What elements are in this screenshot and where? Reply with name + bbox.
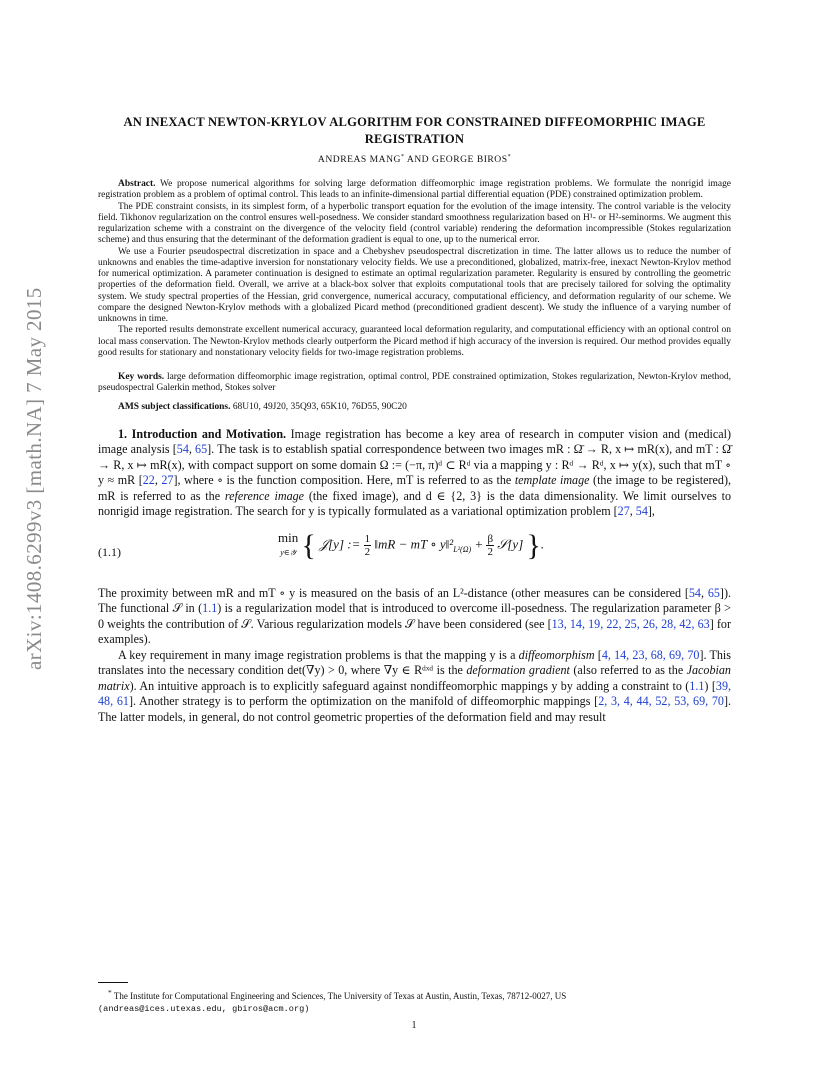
equation-min (278, 530, 298, 561)
intro-text-3d: ). An intuitive approach is to explicitly safeguard against nondiffeomorphic mappings y by adding a constraint to ( (129, 678, 690, 693)
abstract-paragraph-4: The reported results demonstrate excellent numerical accuracy, guaranteed local deformation regularity, and computational efficiency with an optional control on local mass conservation. The Newton-Krylov methods clearly outperform the Picard method if high accuracy of the inversion is required. Our method provides equally good results for stationary and nonstationary velocity fields for two-image registration problems. (98, 325, 731, 358)
page-number: 1 (411, 1020, 417, 1031)
term-jacobian: Jacobian matrix (98, 663, 731, 693)
footnote-text: The Institute for Computational Engineering and Sciences, The University of Texas at Austin, Austin, Texas, 78712-0027, US (111, 991, 567, 1001)
section-introduction (98, 427, 731, 726)
intro-paragraph-1: 1. Introduction and Motivation. Image registration has become a key area of research in computer vision and (medical) image analysis [54, 65]. The task is to establish spatial correspondence between two images mR : Ω̄ → R, x ↦ mR(x), and mT : Ω̄ → R, x ↦ mR(x), with compact support on some domain Ω := (−π, π)ᵈ ⊂ Rᵈ via a mapping y : Rᵈ → Rᵈ, x ↦ y(x), such that mT ∘ y ≈ mR [22, 27], where ∘ is the function composition. Here, mT is referred to as the template image (the image to be registered), mR is referred to as the reference image (the fixed image), and d ∈ {2, 3} is the data dimensionality. We limit ourselves to nonrigid image registration. The search for y is typically formulated as a variational optimization problem [27, 54], (98, 426, 731, 519)
equation-lhs: 𝒥[y] := (319, 536, 364, 552)
paper-page (98, 114, 731, 725)
fraction-one-half (364, 533, 372, 558)
author-list (98, 154, 731, 165)
citation-link[interactable]: 27 (161, 473, 174, 488)
intro-text-2c: ) is a regularization model that is introduced to overcome ill-posedness. The regularization parameter β > 0 weights the contribution of 𝒮. Various regularization models 𝒮 have been considered (see [ (98, 601, 731, 631)
title-line-2: REGISTRATION (364, 132, 465, 146)
footnote-mark: * (108, 988, 112, 997)
abstract-text-1: We propose numerical algorithms for solving large deformation diffeomorphic image registration problems. We formulate the nonrigid image registration problem as a problem of optimal control. This leads to an infinite-dimensional partial differential equation (PDE) constrained optimization problem. (98, 179, 731, 201)
intro-paragraph-2: The proximity between mR and mT ∘ y is measured on the basis of an L²-distance (other measures can be considered [54, 65]). The functional 𝒮 in (1.1) is a regularization model that is introduced to overcome ill-posedness. The regularization parameter β > 0 weights the contribution of 𝒮. Various regularization models 𝒮 have been considered (see [13, 14, 19, 22, 25, 26, 28, 42, 63] for examples). (98, 585, 731, 647)
author-biros: GEORGE BIROS (432, 154, 508, 166)
intro-text-3c: (also referred to as the (569, 663, 687, 678)
citation-link[interactable]: 54 (176, 442, 189, 457)
citation-list-link[interactable]: 2, 3, 4, 44, 52, 53, 69, 70 (598, 694, 724, 709)
intro-text-2b: ]). The functional 𝒮 in ( (98, 585, 731, 616)
left-brace-icon: { (301, 528, 316, 562)
equation-1-1 (98, 528, 731, 576)
paper-title (98, 114, 731, 148)
intro-text-1d: (the image to be registered), mR is referred to as the (98, 473, 731, 503)
citation-link[interactable]: 65 (195, 442, 208, 457)
keywords-label: Key words. (118, 372, 165, 383)
citation-link[interactable]: 54 (688, 585, 701, 600)
citation-link[interactable]: 54 (635, 504, 648, 519)
frac-num-beta: β (487, 532, 494, 545)
frac-den-2: 2 (487, 545, 493, 558)
right-brace-icon: } (526, 528, 541, 562)
equation-reference-link[interactable]: 1.1 (202, 601, 218, 616)
keywords (98, 372, 731, 395)
term-diffeomorphism: diffeomorphism (518, 647, 595, 662)
term-reference-image: reference image (224, 488, 305, 503)
equation-regularizer: 𝒮[y] (497, 536, 524, 552)
author-mang: ANDREAS MANG (317, 154, 401, 166)
intro-text-1a: Image registration has become a key area of research in computer vision and (medical) image analysis [ (98, 426, 731, 457)
section-heading: 1. Introduction and Motivation. (118, 426, 287, 441)
abstract-paragraph-3: We use a Fourier pseudospectral discretization in space and a Chebyshev pseudospectral discretization in time. The latter allows us to reduce the number of unknowns and enables the time-adaptive inversion for nonstationary velocity fields. We use a preconditioned, globalized, matrix-free, inexact Newton-Krylov method for numerical optimization. A parameter continuation is designed to estimate an optimal regularization parameter. Regularity is ensured by controlling the geometric properties of the deformation field. Overall, we arrive at a black-box solver that exploits computational tools that are precisely tailored for solving the optimality system. We study spectral properties of the Hessian, grid convergence, numerical accuracy, computational efficiency, and deformation regularity of our scheme. We compare the designed Newton-Krylov methods with a globalized Picard method (preconditioned gradient descent). We study the influence of a varying number of unknowns in time. (98, 246, 731, 325)
abstract-label: Abstract. (118, 179, 156, 190)
intro-text-3b: . This translates into the necessary condition det(∇y) > 0, where ∇y ∈ Rᵈˣᵈ is the (98, 647, 731, 678)
frac-den: 2 (364, 545, 371, 558)
equation-body: min y∈𝒴 { 𝒥[y] := $\frac{1}{2}$ ‖mR − mT ∘ $y‖^2_{L^2(\Omega)}$ + $\frac{\beta}{2}$ 𝒮[y] }. (278, 528, 545, 562)
footnote-emails: (andreas@ices.utexas.edu, gbiros@acm.org) (98, 1003, 310, 1014)
keywords-text: large deformation diffeomorphic image registration, optimal control, PDE constrained optimization, Stokes regularization, Newton-Krylov method, pseudospectral Galerkin method, Stokes solver (98, 372, 731, 394)
citation-list-link[interactable]: 4, 14, 23, 68, 69, 70 (601, 647, 700, 662)
norm-subscript: L²(Ω) (453, 545, 472, 555)
footnote-rule (98, 982, 128, 983)
abstract (98, 179, 731, 359)
intro-text-2d: ] for examples). (98, 616, 731, 647)
intro-text-3e: . Another strategy is to perform the optimization on the manifold of diffeomorphic mappings [ (132, 694, 599, 709)
fraction-beta-half (486, 533, 494, 558)
ams-text: 68U10, 49J20, 35Q93, 65K10, 76D55, 90C20 (230, 401, 407, 412)
intro-text-1c: ], where ∘ is the function composition. Here, mT is referred to as the (173, 473, 515, 488)
abstract-paragraph-1 (98, 179, 731, 202)
intro-text-3f: ]. The latter models, in general, do not control geometric properties of the deformation field and may result (98, 694, 732, 724)
author-and: AND (404, 154, 433, 166)
author-footnote-mark: * (400, 154, 405, 160)
citation-link[interactable]: 22 (142, 473, 155, 488)
intro-paragraph-3: A key requirement in many image registration problems is that the mapping y is a diffeomorphism [4, 14, 23, 68, 69, 70]. This translates into the necessary condition det(∇y) > 0, where ∇y ∈ Rᵈˣᵈ is the deformation gradient (also referred to as the Jacobian matrix). An intuitive approach is to explicitly safeguard against nondiffeomorphic mappings y by adding a constraint to (1.1) [39, 48, 61]. Another strategy is to perform the optimization on the manifold of diffeomorphic mappings [2, 3, 4, 44, 52, 53, 69, 70]. The latter models, in general, do not control geometric properties of the deformation field and may result (98, 647, 732, 724)
equation-reference-link[interactable]: 1.1 (689, 678, 705, 693)
citation-list-link[interactable]: 13, 14, 19, 22, 25, 26, 28, 42, 63 (551, 616, 710, 631)
citation-link[interactable]: 27 (617, 504, 630, 519)
arxiv-identifier-stamp: arXiv:1408.6299v3 [math.NA] 7 May 2015 (22, 287, 46, 670)
citation-list-link[interactable]: 39, 48, 61 (98, 678, 732, 709)
term-template-image: template image (514, 473, 590, 488)
equation-norm: ‖mR − mT ∘ y‖² (374, 536, 454, 552)
equation-plus: + (474, 536, 487, 552)
author-footnote-mark-2: * (507, 154, 512, 160)
intro-text-1e: (the fixed image), and d ∈ {2, 3} is the data dimensionality. We limit ourselves to nonrigid image registration. The search for y is typically formulated as a variational optimization problem [ (98, 488, 731, 519)
intro-text-1b: ]. The task is to establish spatial correspondence between two images m (207, 442, 556, 457)
title-line-1: AN INEXACT NEWTON-KRYLOV ALGORITHM FOR CONSTRAINED DIFFEOMORPHIC IMAGE (123, 115, 706, 129)
abstract-paragraph-2: The PDE constraint consists, in its simplest form, of a hyperbolic transport equation for the evolution of the image intensity. The control variable is the velocity field. Tikhonov regularization on the control ensures well-posedness. We consider standard smoothness regularization based on H¹- or H²-seminorms. We augment this regularization scheme with a constraint on the divergence of the velocity field (control variable) rendering the deformation incompressible (Stokes regularization scheme) and thus ensuring that the determinant of the deformation gradient is equal to one, up to the numerical error. (98, 201, 731, 246)
intro-text-1f: ], (647, 504, 655, 519)
intro-text-3a: A key requirement in many image registration problems is that the mapping y is a (118, 647, 519, 662)
intro-text-mapping: R : Ω̄ → R, x ↦ mR(x), and mT : Ω̄ → R, x ↦ mR(x), with compact support on some domain Ω := (−π, π)ᵈ ⊂ Rᵈ via a mapping y : Rᵈ → Rᵈ, x ↦ y(x), such that mT ∘ y ≈ mR [ (98, 442, 731, 488)
ams-classifications (98, 402, 731, 413)
ams-label: AMS subject classifications. (118, 401, 231, 412)
term-deformation-gradient: deformation gradient (466, 663, 570, 678)
frac-num: 1 (364, 532, 371, 545)
footnote-affiliation (98, 987, 731, 1015)
citation-link[interactable]: 65 (707, 585, 720, 600)
intro-text-2a: The proximity between mR and mT ∘ y is measured on the basis of an L²-distance (other measures can be considered [ (98, 585, 689, 600)
min-operator: min (278, 529, 299, 545)
equation-number: (1.1) (98, 544, 121, 559)
min-subscript: y∈𝒴 (280, 548, 296, 558)
